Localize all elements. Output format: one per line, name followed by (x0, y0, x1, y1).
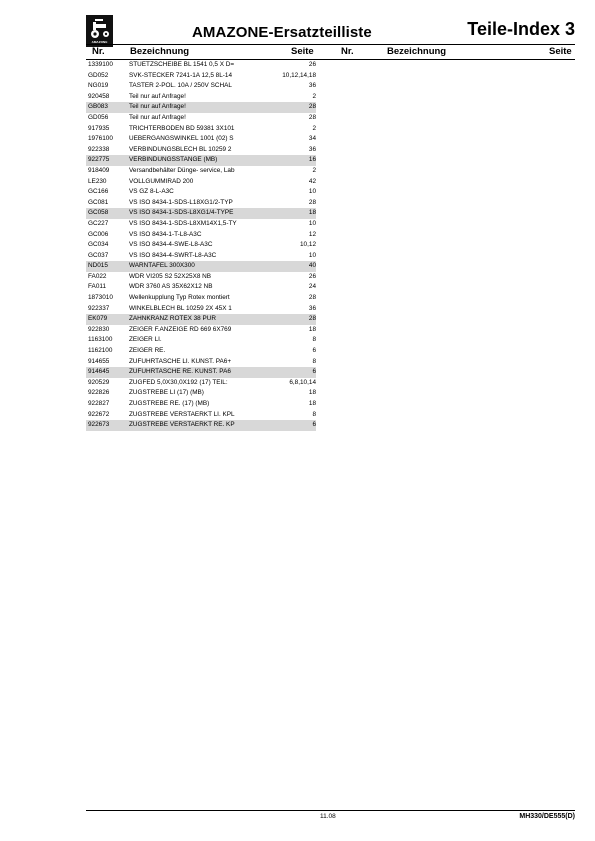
part-description: VS ISO 8434-1-SDS-L8XM14X1,5-TY (129, 219, 237, 227)
part-number: 922826 (88, 389, 110, 397)
part-description: STUETZSCHEIBE BL 1541 0,5 X D= (129, 61, 235, 68)
part-number: GD056 (88, 113, 109, 121)
part-number: 920529 (88, 378, 110, 386)
part-number: GC037 (88, 251, 109, 259)
page-reference: 36 (308, 304, 316, 312)
part-number: FA011 (88, 283, 107, 291)
page-reference: 28 (308, 198, 316, 206)
table-row (86, 92, 316, 103)
table-row (86, 60, 316, 71)
part-number: NG019 (88, 82, 109, 90)
part-number: GC058 (88, 209, 109, 217)
part-description: WARNTAFEL 300X300 (129, 262, 195, 270)
part-description: ZAHNKRANZ ROTEX 38 PUR (129, 315, 216, 323)
table-row (86, 293, 316, 304)
table-row (86, 388, 316, 399)
part-number: 1339100 (88, 61, 113, 68)
page-reference: 8 (312, 410, 316, 418)
part-description: VS ISO 8434-4-SWE-L8-A3C (129, 241, 213, 249)
page-reference: 18 (308, 209, 316, 217)
table-row (86, 410, 316, 421)
page-reference: 18 (308, 325, 316, 333)
part-number: GC166 (88, 188, 109, 196)
table-row (86, 261, 316, 272)
part-description: VS ISO 8434-1-SDS-L8XG1/4-TYPE (129, 209, 234, 217)
part-number: 922338 (88, 145, 110, 153)
table-row (86, 71, 316, 82)
page-reference: 10 (308, 188, 316, 196)
logo-text: AMAZONE (91, 40, 108, 44)
part-description: ZUFUHRTASCHE LI. KUNST. PA6+ (129, 357, 232, 365)
page-reference: 10 (308, 251, 316, 259)
table-row (86, 367, 316, 378)
table-row (86, 335, 316, 346)
part-description: SVK-STECKER 7241-1A 12,5 8L-14 (129, 71, 233, 79)
table-row (86, 282, 316, 293)
part-number: 914645 (88, 368, 110, 376)
page-reference: 34 (308, 135, 316, 143)
table-row (86, 304, 316, 315)
page-reference: 8 (312, 357, 316, 365)
page-reference: 40 (308, 262, 316, 270)
table-row (86, 113, 316, 124)
part-number: GC034 (88, 241, 109, 249)
part-description: VS GZ 8-L-A3C (129, 188, 174, 196)
page-reference: 42 (308, 177, 316, 185)
column-header-bezeichnung: Bezeichnung (130, 46, 190, 57)
page-reference: 16 (308, 156, 316, 164)
table-row (86, 198, 316, 209)
footer-rule (86, 810, 575, 811)
page-reference: 6 (312, 421, 316, 429)
part-description: VS ISO 8434-1-T-L8-A3C (129, 230, 202, 238)
column-header-bezeichnung-right: Bezeichnung (387, 46, 447, 57)
part-number: GB083 (88, 103, 108, 111)
part-description: UEBERGANGSWINKEL 1001 (02) S (129, 135, 234, 143)
page-reference: 10,12 (300, 241, 316, 249)
page-reference: 10 (308, 219, 316, 227)
part-description: ZUGSTREBE LI (17) (MB) (129, 389, 204, 397)
part-number: 1873010 (88, 294, 113, 302)
part-description: ZUFUHRTASCHE RE. KUNST. PA6 (129, 368, 231, 376)
part-number: 917935 (88, 124, 110, 132)
page-reference: 8 (312, 336, 316, 344)
table-row (86, 102, 316, 113)
table-row (86, 346, 316, 357)
page-reference: 36 (308, 145, 316, 153)
footer-document-code: MH330/DE555(D) (519, 813, 575, 820)
page-reference: 28 (308, 294, 316, 302)
table-row (86, 81, 316, 92)
table-row (86, 272, 316, 283)
table-row (86, 124, 316, 135)
part-description: VS ISO 8434-1-SDS-L18XG1/2-TYP (129, 198, 233, 206)
column-header-nr: Nr. (92, 46, 105, 57)
part-description: ZUGSTREBE RE. (17) (MB) (129, 400, 210, 407)
page-reference: 2 (312, 166, 316, 174)
index-title: Teile-Index 3 (467, 19, 575, 39)
table-row (86, 219, 316, 230)
part-number: 922672 (88, 410, 110, 418)
part-number: EK079 (88, 315, 108, 323)
table-row (86, 166, 316, 177)
page-reference: 2 (312, 92, 316, 100)
part-number: GC081 (88, 198, 109, 206)
column-header-seite: Seite (291, 46, 314, 57)
part-description: ZEIGER F.ANZEIGE RD 669 6X769 (129, 325, 232, 333)
part-number: 922827 (88, 400, 110, 407)
page-reference: 6 (312, 347, 316, 355)
table-row (86, 314, 316, 325)
part-number: FA022 (88, 272, 107, 280)
part-description: ZUGFED 5,0X30,0X192 (17) TEIL: (129, 378, 228, 386)
table-row (86, 325, 316, 336)
parts-index-table (86, 60, 316, 431)
part-number: 922830 (88, 325, 110, 333)
amazone-logo (86, 15, 113, 47)
part-number: GC006 (88, 230, 109, 238)
table-row (86, 378, 316, 389)
table-row (86, 420, 316, 431)
page-reference: 28 (308, 113, 316, 121)
part-description: ZEIGER RE. (129, 347, 166, 355)
part-description: VERBINDUNGSSTANGE (MB) (129, 156, 218, 164)
column-header-nr-right: Nr. (341, 46, 354, 57)
page-reference: 6 (312, 368, 316, 376)
table-row (86, 155, 316, 166)
part-description: ZUGSTREBE VERSTAERKT RE. KP (129, 421, 235, 429)
part-number: 1163100 (88, 336, 113, 344)
page-reference: 18 (308, 389, 316, 397)
part-number: 922775 (88, 156, 110, 164)
part-description: WINKELBLECH BL 10259 2X 45X 1 (129, 304, 232, 312)
part-number: 920458 (88, 92, 110, 100)
part-description: WDR VI205 S2 52X25X8 NB (129, 272, 212, 280)
part-description: ZUGSTREBE VERSTAERKT LI. KPL (129, 410, 235, 418)
part-number: GD052 (88, 71, 109, 79)
part-description: VOLLGUMMIRAD 200 (129, 177, 194, 185)
part-description: Wellenkupplung Typ Rotex montiert (129, 294, 230, 302)
table-row (86, 145, 316, 156)
page-reference: 36 (308, 82, 316, 90)
part-number: GC227 (88, 219, 109, 227)
part-number: 918409 (88, 166, 110, 174)
part-description: VERBINDUNGSBLECH BL 10259 2 (129, 145, 232, 153)
page-reference: 26 (308, 61, 316, 68)
part-number: 914655 (88, 357, 110, 365)
part-description: TASTER 2-POL. 10A / 250V SCHAL (129, 82, 232, 90)
header-rule (86, 44, 575, 45)
table-row (86, 177, 316, 188)
table-row (86, 240, 316, 251)
footer-date: 11.08 (320, 813, 336, 820)
page-reference: 28 (308, 315, 316, 323)
part-description: Teil nur auf Anfrage! (129, 92, 186, 100)
part-number: 1162100 (88, 347, 113, 355)
part-description: VS ISO 8434-4-SWRT-L8-A3C (129, 251, 217, 259)
part-number: 922673 (88, 421, 110, 429)
part-number: LE230 (88, 177, 107, 185)
part-number: ND015 (88, 262, 108, 270)
part-number: 1976100 (88, 135, 113, 143)
page-reference: 6,8,10,14 (289, 378, 316, 386)
part-description: Teil nur auf Anfrage! (129, 103, 186, 111)
table-row (86, 230, 316, 241)
table-row (86, 134, 316, 145)
column-header-seite-right: Seite (549, 46, 572, 57)
table-row (86, 399, 316, 410)
table-row (86, 357, 316, 368)
page-reference: 26 (308, 272, 316, 280)
table-row (86, 208, 316, 219)
part-description: Versandbehälter Dünge- service, Lab (129, 166, 235, 174)
page-reference: 12 (308, 230, 316, 238)
page-reference: 24 (308, 283, 316, 291)
part-description: TRICHTERBODEN BD 59381 3X101 (129, 124, 235, 132)
page-reference: 28 (308, 103, 316, 111)
part-number: 922337 (88, 304, 110, 312)
part-description: Teil nur auf Anfrage! (129, 113, 186, 121)
part-description: WDR 3760 AS 35X62X12 NB (129, 283, 213, 291)
table-row (86, 187, 316, 198)
page-reference: 2 (312, 124, 316, 132)
page-reference: 10,12,14,18 (282, 71, 316, 79)
document-title: AMAZONE-Ersatzteilliste (192, 24, 372, 41)
page-reference: 18 (308, 400, 316, 407)
table-row (86, 251, 316, 262)
part-description: ZEIGER LI. (129, 336, 162, 344)
